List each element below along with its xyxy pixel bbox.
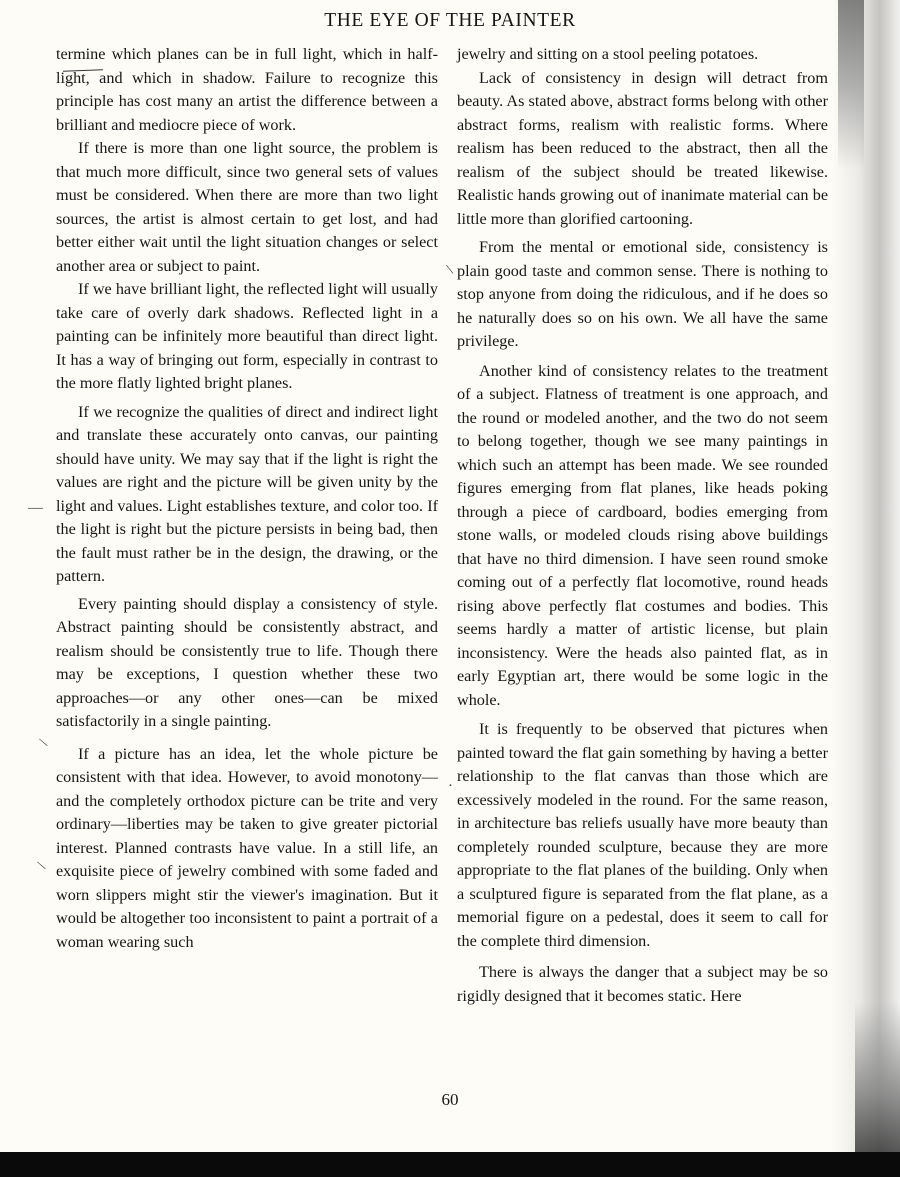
pencil-dash-mark: — — [28, 500, 43, 516]
binding-shadow-bottom — [855, 1002, 900, 1152]
paragraph: termine which planes can be in full light, which in half-light, and which in shadow. Failure to recognize this principle has cost many an artist the difference between a brilliant and mediocre piece of work. — [56, 45, 438, 134]
pencil-tick-mark: \ — [445, 261, 455, 279]
paragraph: If a picture has an idea, let the whole picture be consistent with that idea. However, to avoid monotony—and the completely orthodox picture can be trite and very ordinary—liberties may be taken to give greater pictorial interest. Planned contrasts have value. In a still life, an exquisite piece of jewelry combined with some faded and worn slippers might stir the viewer's imagination. But it would be altogether too inconsistent to paint a portrait of a woman wearing such — [56, 744, 438, 951]
paragraph: If there is more than one light source, the problem is that much more difficult, since two general sets of values must be considered. When there are more than two light sources, the artist is almost certain to get lost, and had better either wait until the light situation changes or select another area or subject to paint. — [56, 139, 438, 275]
paragraph: Lack of consistency in design will detract from beauty. As stated above, abstract forms belong with other abstract forms, realism with realistic forms. Where realism has been reduced to the abstract, then all the realism of the subject should be treated likewise. Realistic hands growing out of inanimate material can be little more than glorified cartooning. — [457, 68, 828, 228]
pencil-tick-mark: \ — [38, 735, 50, 752]
paragraph: There is always the danger that a subject may be so rigidly designed that it becomes static. Here — [457, 963, 828, 1005]
pencil-tick-mark: \ — [36, 858, 48, 875]
running-title: THE EYE OF THE PAINTER — [324, 10, 576, 31]
page-number: 60 — [441, 1090, 459, 1109]
left-column — [56, 43, 438, 954]
right-column — [457, 43, 828, 1008]
paragraph: Every painting should display a consistency of style. Abstract painting should be consistently abstract, and realism should be consistently true to life. Though there may be exceptions, I question whether these two approaches—or any other ones—can be mixed satisfactorily in a single painting. — [56, 594, 438, 730]
paragraph: Another kind of consistency relates to the treatment of a subject. Flatness of treatment is one approach, and the round or modeled another, and the two do not seem to belong together, though we see many paintings in which such an attempt has been made. We see rounded figures emerging from flat planes, like heads poking through a piece of cardboard, bodies emerging from stone walls, or modeled clouds rising above buildings that have no third dimension. I have seen round smoke coming out of a perfectly flat locomotive, round heads rising above perfectly flat costumes and bodies. This seems hardly a matter of artistic license, but plain inconsistency. Were the heads also painted flat, as in early Egyptian art, there would be some logic in the whole. — [457, 361, 828, 709]
paragraph: It is frequently to be observed that pictures when painted toward the flat gain something by having a better relationship to the flat canvas than those which are excessively modeled in the round. For the same reason, in architecture bas reliefs usually have more beauty than completely rounded sculpture, because they are more appropriate to the flat planes of the building. Only when a sculptured figure is separated from the flat plane, as a memorial figure on a pedestal, does it seem to call for the complete third dimension. — [457, 720, 828, 950]
scan-bottom-border — [0, 1152, 900, 1177]
binding-shadow-top — [838, 0, 864, 170]
paragraph: If we recognize the qualities of direct and indirect light and translate these accurately onto canvas, our painting should have unity. We may say that if the light is right the values are right and the picture will be given unity by the light and values. Light establishes texture, and color too. If the light is right but the picture persists in being bad, then the fault must rather be in the design, the drawing, or the pattern. — [56, 402, 438, 585]
paragraph: jewelry and sitting on a stool peeling potatoes. — [457, 45, 759, 63]
pencil-dot-mark: · — [448, 778, 453, 794]
paragraph: From the mental or emotional side, consistency is plain good taste and common sense. There is nothing to stop anyone from doing the ridiculous, and if he does so he naturally does so on his own. We all have the same privilege. — [457, 238, 828, 350]
page-edge-shadow — [832, 0, 900, 1160]
paragraph: If we have brilliant light, the reflected light will usually take care of overly dark shadows. Reflected light in a painting can be infinitely more beautiful than direct light. It has a way of bringing out form, especially in contrast to the more flatly lighted bright planes. — [56, 280, 438, 392]
